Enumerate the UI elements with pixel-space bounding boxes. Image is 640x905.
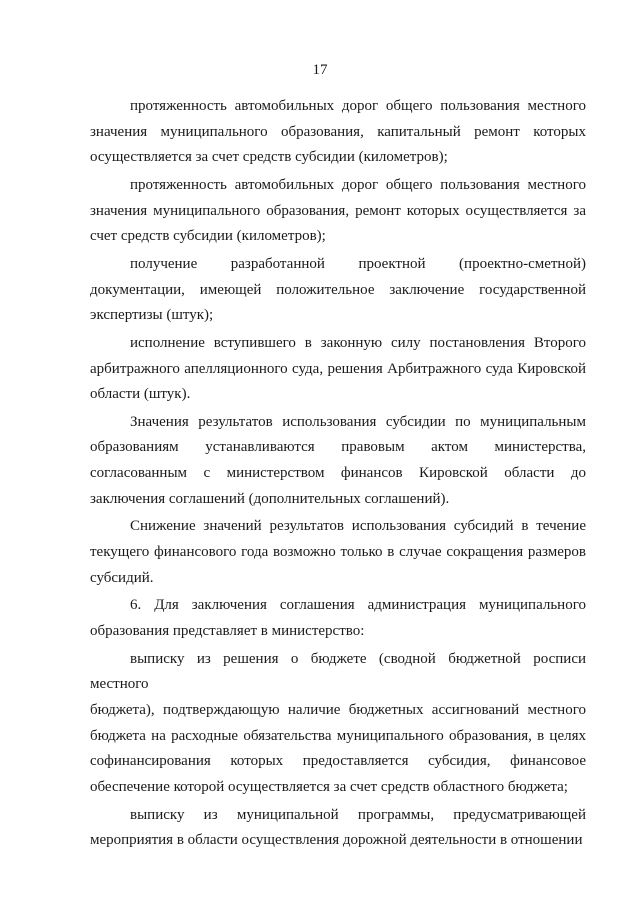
text-line: протяженность автомобильных дорог общего пользования местного	[130, 98, 586, 114]
page-number: 17	[312, 62, 328, 78]
text-line: получение разработанной проектной (проектно-сметной)	[130, 255, 586, 272]
text-line: значения муниципального образования, ремонт которых осуществляется за	[90, 202, 586, 219]
text-line: выписку из решения о бюджете (сводной бюджетной росписи местного	[90, 650, 586, 693]
text-line: Значения результатов использования субсидии по муниципальным	[130, 413, 586, 430]
text-line: образованиям устанавливаются правовым актом министерства,	[90, 439, 586, 456]
text-line: Снижение значений результатов использования субсидий в течение	[130, 518, 586, 535]
paragraph	[90, 410, 586, 512]
text-line: выписку из муниципальной программы, предусматривающей	[130, 806, 586, 823]
text-line: субсидий.	[90, 569, 154, 586]
paragraph	[90, 94, 586, 171]
document-body	[90, 94, 586, 856]
text-line: образования представляет в министерство:	[90, 623, 365, 639]
paragraph	[90, 593, 586, 644]
text-line: заключения соглашений (дополнительных соглашений).	[90, 490, 450, 507]
paragraph	[90, 514, 586, 591]
text-line: счет средств субсидии (километров);	[90, 228, 326, 245]
text-line: бюджета на расходные обязательства муниципального образования, в целях	[90, 727, 586, 744]
text-line: 6. Для заключения соглашения администрация муниципального	[130, 597, 586, 614]
text-line: софинансирования которых предоставляется субсидия, финансовое	[90, 753, 586, 770]
text-line: исполнение вступившего в законную силу постановления Второго	[130, 334, 586, 351]
text-line: документации, имеющей положительное заключение государственной	[90, 281, 586, 298]
text-line: обеспечение которой осуществляется за счет средств областного бюджета;	[90, 778, 568, 795]
text-line: бюджета), подтверждающую наличие бюджетных ассигнований местного	[90, 701, 586, 718]
text-line: значения муниципального образования, капитальный ремонт которых	[90, 123, 586, 140]
text-line: осуществляется за счет средств субсидии (километров);	[90, 149, 448, 166]
paragraph	[90, 803, 586, 854]
paragraph	[90, 331, 586, 408]
text-line: мероприятия в области осуществления дорожной деятельности в отношении	[90, 832, 583, 849]
text-line: согласованным с министерством финансов Кировской области до	[90, 465, 586, 482]
text-line: области (штук).	[90, 386, 191, 403]
paragraph	[90, 252, 586, 329]
text-line: текущего финансового года возможно только в случае сокращения размеров	[90, 544, 586, 561]
paragraph	[90, 173, 586, 250]
text-line: экспертизы (штук);	[90, 307, 214, 324]
text-line: арбитражного апелляционного суда, решения Арбитражного суда Кировской	[90, 360, 586, 377]
text-line: протяженность автомобильных дорог общего пользования местного	[130, 176, 586, 193]
paragraph	[90, 647, 586, 801]
